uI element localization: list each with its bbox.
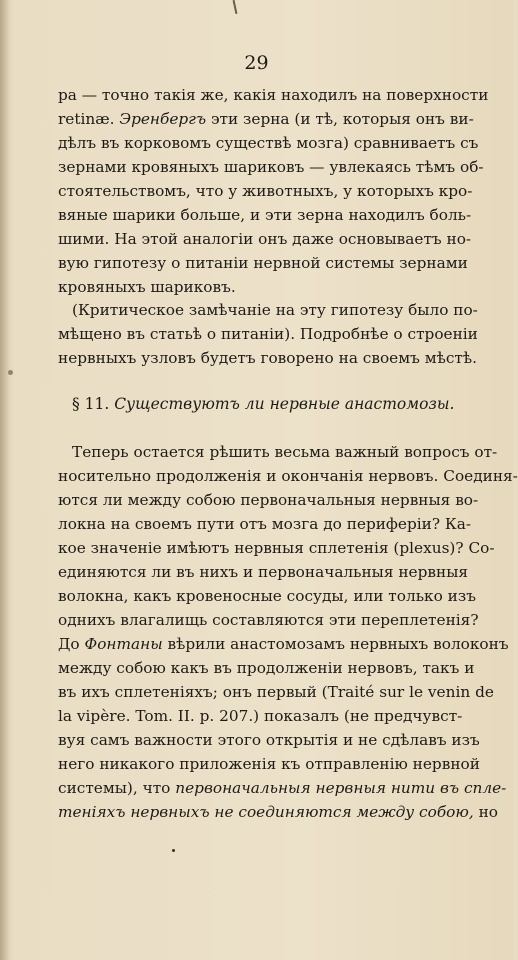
text-line: единяются ли въ нихъ и первоначальныя нервныя <box>58 563 469 581</box>
text-line: retinæ. Эренбергъ эти зерна (и тѣ, которыя онъ ви- <box>58 110 474 128</box>
text-line: вуя самъ важности этого открытія и не сдѣлавъ изъ <box>58 731 480 749</box>
text-line: ются ли между собою первоначальныя нервныя во- <box>58 491 479 509</box>
text-line: теніяхъ нервныхъ не соединяются между собою, но <box>58 803 498 821</box>
text-line: волокна, какъ кровеносные сосуды, или только изъ <box>58 587 476 605</box>
paragraph-1 <box>58 83 489 299</box>
text-line: нервныхъ узловъ будетъ говорено на своемъ мѣстѣ. <box>58 349 477 367</box>
text-line: носительно продолженія и окончанія нервовъ. Соединя- <box>58 467 518 485</box>
text-line: системы), что первоначальныя нервныя нити въ спле- <box>58 779 507 797</box>
page-number: 29 <box>244 52 269 74</box>
text-line: дѣлъ въ корковомъ существѣ мозга) сравниваетъ съ <box>58 134 479 152</box>
paragraph-2 <box>58 298 478 370</box>
paragraph-3 <box>58 440 518 824</box>
text-line: въ ихъ сплетеніяхъ; онъ первый (Traité sur le venin de <box>58 683 494 701</box>
ink-dot <box>172 849 175 852</box>
emphasis: теніяхъ нервныхъ не соединяются между собою, <box>58 803 474 821</box>
text-line: кровяныхъ шариковъ. <box>58 278 236 296</box>
text-line: la vipère. Tom. II. p. 207.) показалъ (не предчувст- <box>58 707 463 725</box>
margin-mark <box>233 0 238 14</box>
text-line: локна на своемъ пути отъ мозга до периферіи? Ка- <box>58 515 472 533</box>
ink-dot <box>8 370 13 375</box>
section-number: § 11. <box>72 395 110 413</box>
text-line: зернами кровяныхъ шариковъ — увлекаясь тѣмъ об- <box>58 158 484 176</box>
text-line: Теперь остается рѣшить весьма важный вопросъ от- <box>72 443 498 461</box>
section-heading <box>72 395 454 413</box>
text-line: стоятельствомъ, что у животныхъ, у которыхъ кро- <box>58 182 473 200</box>
text-line: однихъ влагалищь составляются эти переплетенія? <box>58 611 479 629</box>
text-line: между собою какъ въ продолженіи нервовъ, такъ и <box>58 659 475 677</box>
text-line: (Критическое замѣчаніе на эту гипотезу было по- <box>72 301 478 319</box>
binding-shadow <box>0 0 10 960</box>
text-line: ра — точно такія же, какія находилъ на поверхности <box>58 86 489 104</box>
text-line: кое значеніе имѣютъ нервныя сплетенія (plexus)? Со- <box>58 539 495 557</box>
text-line: вую гипотезу о питаніи нервной системы зернами <box>58 254 468 272</box>
section-title: Существуютъ ли нервные анастомозы. <box>114 395 455 413</box>
author-name: Фонтаны <box>84 635 163 653</box>
text-line: шими. На этой аналогіи онъ даже основываетъ но- <box>58 230 472 248</box>
text-line: До Фонтаны вѣрили анастомозамъ нервныхъ волоконъ <box>58 635 509 653</box>
text-line: него никакого приложенія къ отправленію нервной <box>58 755 480 773</box>
text-line: мѣщено въ статьѣ о питаніи). Подробнѣе о строеніи <box>58 325 478 343</box>
text-line: вяные шарики больше, и эти зерна находилъ боль- <box>58 206 472 224</box>
emphasis: первоначальныя нервныя нити въ спле- <box>175 779 507 797</box>
author-name: Эренбергъ <box>119 110 207 128</box>
